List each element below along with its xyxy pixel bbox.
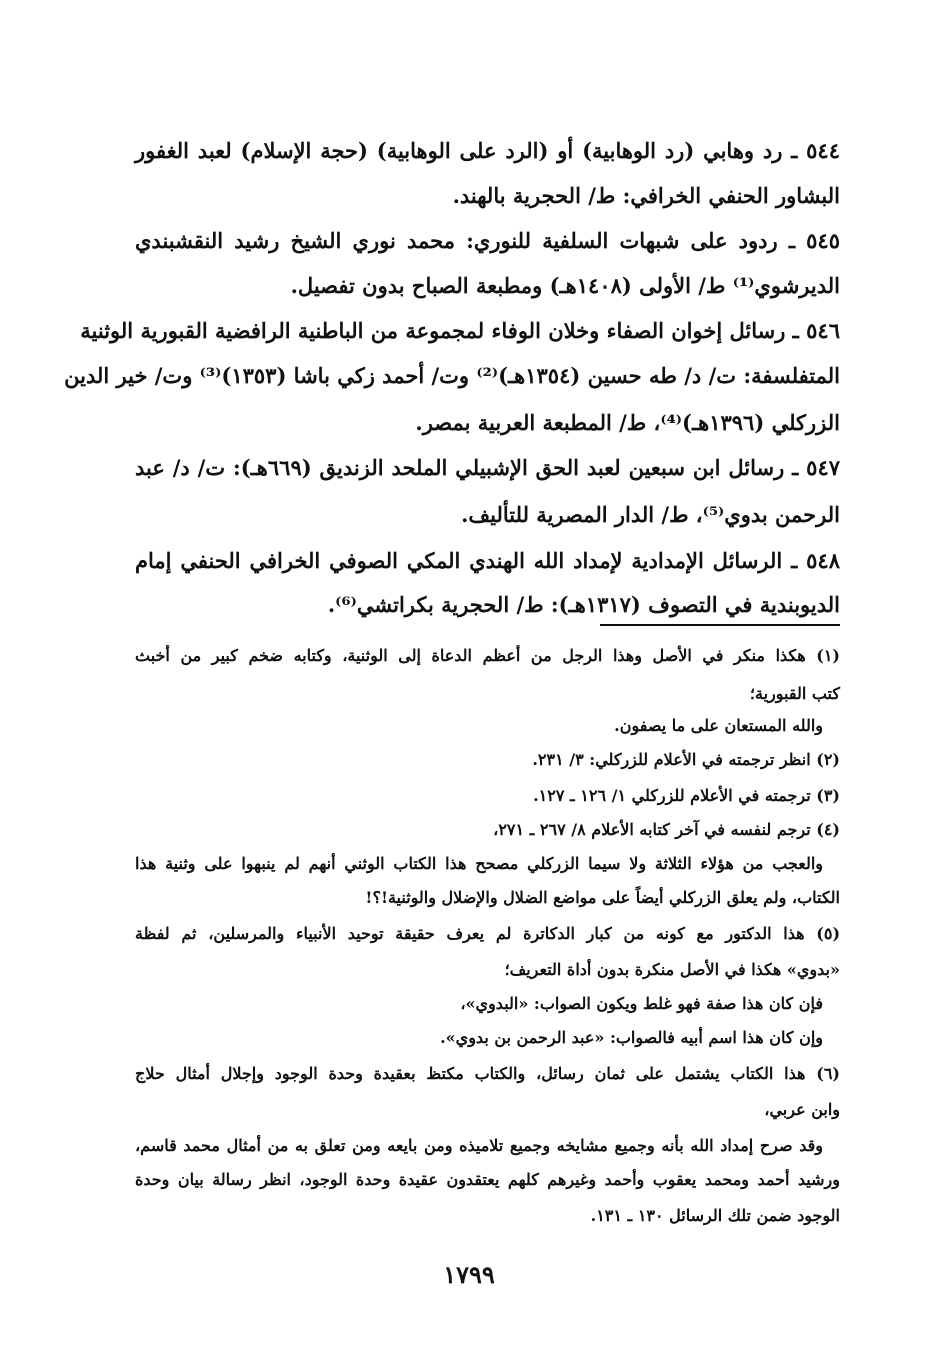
footnote-line: وقد صرح إمداد الله بأنه وجميع مشايخه وجميع تلاميذه ومن بايعه ومن تعلق به من أمثال محمد قاسم، — [135, 1136, 824, 1155]
entry-547-line-2: الرحمن بدوي⁽⁵⁾، ط/ الدار المصرية للتأليف. — [461, 502, 840, 527]
page-number: ١٧٩٩ — [443, 1260, 495, 1289]
footnote-line: (٢) انظر ترجمته في الأعلام للزركلي: ٣/ ٢٣١. — [532, 750, 840, 769]
entry-545-line-1: ٥٤٥ ـ ردود على شبهات السلفية للنوري: محمد نوري الشيخ رشيد النقشبندي — [135, 228, 840, 253]
entry-548-line-1: ٥٤٨ ـ الرسائل الإمدادية لإمداد الله الهندي المكي الصوفي الخرافي الحنفي إمام — [135, 548, 840, 573]
footnote-line: «بدوي» هكذا في الأصل منكرة بدون أداة التعريف؛ — [504, 960, 840, 979]
footnote-line: (٦) هذا الكتاب يشتمل على ثمان رسائل، والكتاب مكتظ بعقيدة وحدة الوجود وإجلال أمثال حلاج — [135, 1064, 840, 1083]
footnote-line: والله المستعان على ما يصفون. — [614, 716, 823, 735]
footnote-line: (٤) ترجم لنفسه في آخر كتابه الأعلام ٨/ ٢٦٧ ـ ٢٧١، — [493, 820, 840, 839]
footnote-separator — [600, 624, 840, 626]
footnote-line: وإن كان هذا اسم أبيه فالصواب: «عبد الرحمن بن بدوي». — [440, 1028, 823, 1047]
footnote-line: الكتاب، ولم يعلق الزركلي أيضاً على مواضع الضلال والإضلال والوثنية!؟! — [365, 888, 840, 907]
entry-547-line-1: ٥٤٧ ـ رسائل ابن سبعين لعبد الحق الإشبيلي الملحد الزنديق (٦٦٩هـ): ت/ د/ عبد — [135, 455, 841, 480]
footnote-line: (٣) ترجمته في الأعلام للزركلي ١/ ١٢٦ ـ ١٢٧. — [533, 786, 840, 805]
entry-546-line-3: الزركلي (١٣٩٦هـ)⁽⁴⁾، ط/ المطبعة العربية بمصر. — [415, 410, 840, 435]
entry-544-line-2: البشاور الحنفي الخرافي: ط/ الحجرية بالهند. — [452, 183, 840, 208]
entry-546-line-1: ٥٤٦ ـ رسائل إخوان الصفاء وخلان الوفاء لمجموعة من الباطنية الرافضية القبورية الوثنية — [80, 318, 840, 343]
footnote-line: ورشيد أحمد ومحمد يعقوب وأحمد وغيرهم كلهم يعتقدون عقيدة وحدة الوجود، انظر رسالة بيان وحدة — [135, 1170, 840, 1189]
footnote-line: الوجود ضمن تلك الرسائل ١٣٠ ـ ١٣١. — [590, 1206, 840, 1225]
footnote-line: كتب القبورية؛ — [749, 684, 840, 703]
entry-545-line-2: الديرشوي⁽¹⁾ ط/ الأولى (١٤٠٨هـ) ومطبعة الصباح بدون تفصيل. — [290, 273, 840, 298]
footnote-line: (٥) هذا الدكتور مع كونه من كبار الدكاترة لم يعرف حقيقة توحيد الأنبياء والمرسلين، ثم لفظة — [135, 924, 841, 943]
footnote-line: فإن كان هذا صفة فهو غلط ويكون الصواب: «البدوي»، — [460, 994, 823, 1013]
footnote-line: وابن عربي، — [764, 1100, 840, 1119]
entry-546-line-2: المتفلسفة: ت/ د/ طه حسين (١٣٥٤هـ)⁽²⁾ وت/ أحمد زكي باشا (١٣٥٣)⁽³⁾ وت/ خير الدين — [64, 363, 840, 388]
footnote-line: والعجب من هؤلاء الثلاثة ولا سيما الزركلي مصحح هذا الكتاب الوثني أنهم لم ينبهوا على وثنية هذا — [135, 854, 823, 873]
footnote-line: (١) هكذا منكر في الأصل وهذا الرجل من أعظم الدعاة إلى الوثنية، وكتابه ضخم كبير من أخبث — [135, 646, 840, 665]
entry-544-line-1: ٥٤٤ ـ رد وهابي (رد الوهابية) أو (الرد على الوهابية) (حجة الإسلام) لعبد الغفور — [135, 138, 840, 163]
entry-548-line-2: الديوبندية في التصوف (١٣١٧هـ): ط/ الحجرية بكراتشي⁽⁶⁾. — [327, 592, 840, 617]
